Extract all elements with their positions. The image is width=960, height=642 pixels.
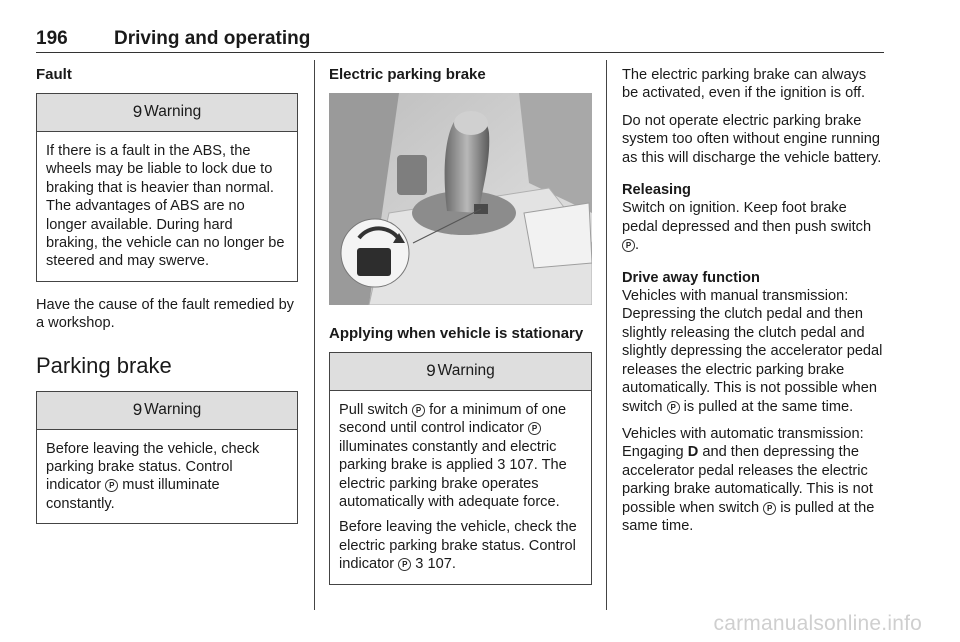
warning-label: Warning: [437, 362, 495, 380]
parking-brake-icon: P: [528, 422, 541, 435]
fault-heading: Fault: [36, 66, 72, 83]
applying-heading: Applying when vehicle is stationary: [329, 325, 584, 342]
warning-triangle-icon: 9: [132, 102, 143, 122]
warning-text: Before leaving the vehicle, check parking brake status. Control indicator P must illuminate constantly.: [46, 440, 260, 512]
page-ref[interactable]: 107: [427, 556, 452, 573]
warning-box-parking: [36, 391, 298, 525]
releasing-text: Switch on ignition. Keep foot brake pedal depressed and then push switch P .: [622, 200, 872, 254]
gear-console-illustration: [329, 93, 592, 305]
warning-label: Warning: [144, 400, 202, 418]
drive-away-automatic: Vehicles with automatic transmission: Engaging D and then depressing the accelerator pedal releases the electric parking brake automatically. This is not possible when switch P is pulled at the same time.: [622, 425, 875, 534]
column-divider-2: [606, 60, 607, 610]
parking-brake-icon: P: [763, 502, 776, 515]
warning-text-1: Pull switch P for a minimum of one second until control indicator P illuminates constantly and electric parking brake is applied 3 107. The electric parking brake operates automatically with adequate force.: [339, 402, 567, 511]
parking-brake-icon: P: [105, 479, 118, 492]
parking-brake-icon: P: [622, 239, 635, 252]
parking-brake-icon: P: [412, 404, 425, 417]
warning-triangle-icon: 9: [426, 361, 436, 381]
drive-away-manual: Vehicles with manual transmission: Depressing the clutch pedal and then slightly releasing the clutch pedal and slightly depressing the accelerator pedal releases the electric parking brake automatically. This is not possible when switch P is pulled at the same time.: [622, 288, 883, 415]
warning-box-applying: [329, 352, 592, 585]
page-header: [36, 28, 884, 53]
page-number: 196: [36, 28, 68, 49]
column-right: [622, 66, 886, 544]
drive-away-heading: Drive away function: [622, 269, 760, 286]
text-battery: Do not operate electric parking brake system too often without engine running as this will discharge the vehicle battery.: [622, 112, 882, 166]
warning-text: If there is a fault in the ABS, the wheels may be liable to lock due to braking that is heavier than normal. The advantages of ABS are no longer available. During hard braking, the vehicle can no longer be steered and may swerve.: [46, 143, 285, 270]
warning-text-2: Before leaving the vehicle, check the electric parking brake status. Control indicator P 3 107.: [339, 519, 577, 573]
page-ref[interactable]: 107: [509, 457, 534, 474]
column-middle: [329, 66, 592, 599]
console-photo: [329, 93, 592, 305]
warning-body: [37, 132, 297, 281]
warning-header: [37, 392, 297, 430]
fault-text: Have the cause of the fault remedied by a workshop.: [36, 296, 294, 332]
parking-brake-heading: Parking brake: [36, 352, 172, 378]
warning-header: [37, 94, 297, 132]
gear-d: D: [687, 444, 699, 461]
page-title: Driving and operating: [114, 28, 311, 49]
releasing-heading: Releasing: [622, 182, 691, 199]
column-divider-1: [314, 60, 315, 610]
warning-label: Warning: [144, 103, 202, 121]
column-left: [36, 66, 298, 538]
warning-box-abs: [36, 93, 298, 282]
warning-body: [330, 391, 591, 584]
warning-body: [37, 430, 297, 524]
warning-header: [330, 353, 591, 391]
ref-arrow-icon: 3: [497, 457, 506, 474]
text-always-activated: The electric parking brake can always be activated, even if the ignition is off.: [622, 67, 867, 102]
watermark: carmanualsonline.info: [713, 612, 922, 635]
ref-arrow-icon: 3: [415, 556, 424, 573]
epb-heading: Electric parking brake: [329, 66, 486, 83]
parking-brake-icon: P: [398, 558, 411, 571]
warning-triangle-icon: 9: [132, 399, 143, 419]
parking-brake-icon: P: [667, 401, 680, 414]
